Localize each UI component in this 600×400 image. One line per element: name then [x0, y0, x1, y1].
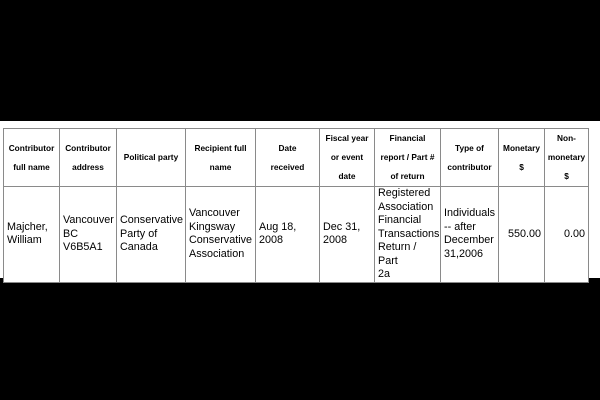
content-area: [0, 121, 600, 278]
cell-contributor-address: Vancouver BC V6B5A1: [60, 187, 117, 283]
cell-contributor-type: Individuals -- after December 31,2006: [441, 187, 499, 283]
cell-political-party: Conservative Party of Canada: [117, 187, 186, 283]
header-non-monetary: Non- monetary $: [545, 129, 589, 187]
cell-fiscal-year: Dec 31, 2008: [320, 187, 375, 283]
cell-financial-report: Registered Association Financial Transactions Return / Part 2a: [375, 187, 441, 283]
cell-monetary: 550.00: [499, 187, 545, 283]
cell-contributor-name: Majcher, William: [4, 187, 60, 283]
contributions-table: [3, 128, 589, 283]
header-recipient-name: Recipient full name: [186, 129, 256, 187]
header-row: [4, 129, 589, 187]
header-financial-report: Financial report / Part # of return: [375, 129, 441, 187]
header-political-party: Political party: [117, 129, 186, 187]
cell-non-monetary: 0.00: [545, 187, 589, 283]
header-contributor-address: Contributor address: [60, 129, 117, 187]
header-monetary: Monetary $: [499, 129, 545, 187]
header-fiscal-year: Fiscal year or event date: [320, 129, 375, 187]
header-contributor-type: Type of contributor: [441, 129, 499, 187]
cell-date-received: Aug 18, 2008: [256, 187, 320, 283]
header-date-received: Date received: [256, 129, 320, 187]
table-row: [4, 187, 589, 283]
cell-recipient: Vancouver Kingsway Conservative Association: [186, 187, 256, 283]
header-contributor-name: Contributor full name: [4, 129, 60, 187]
